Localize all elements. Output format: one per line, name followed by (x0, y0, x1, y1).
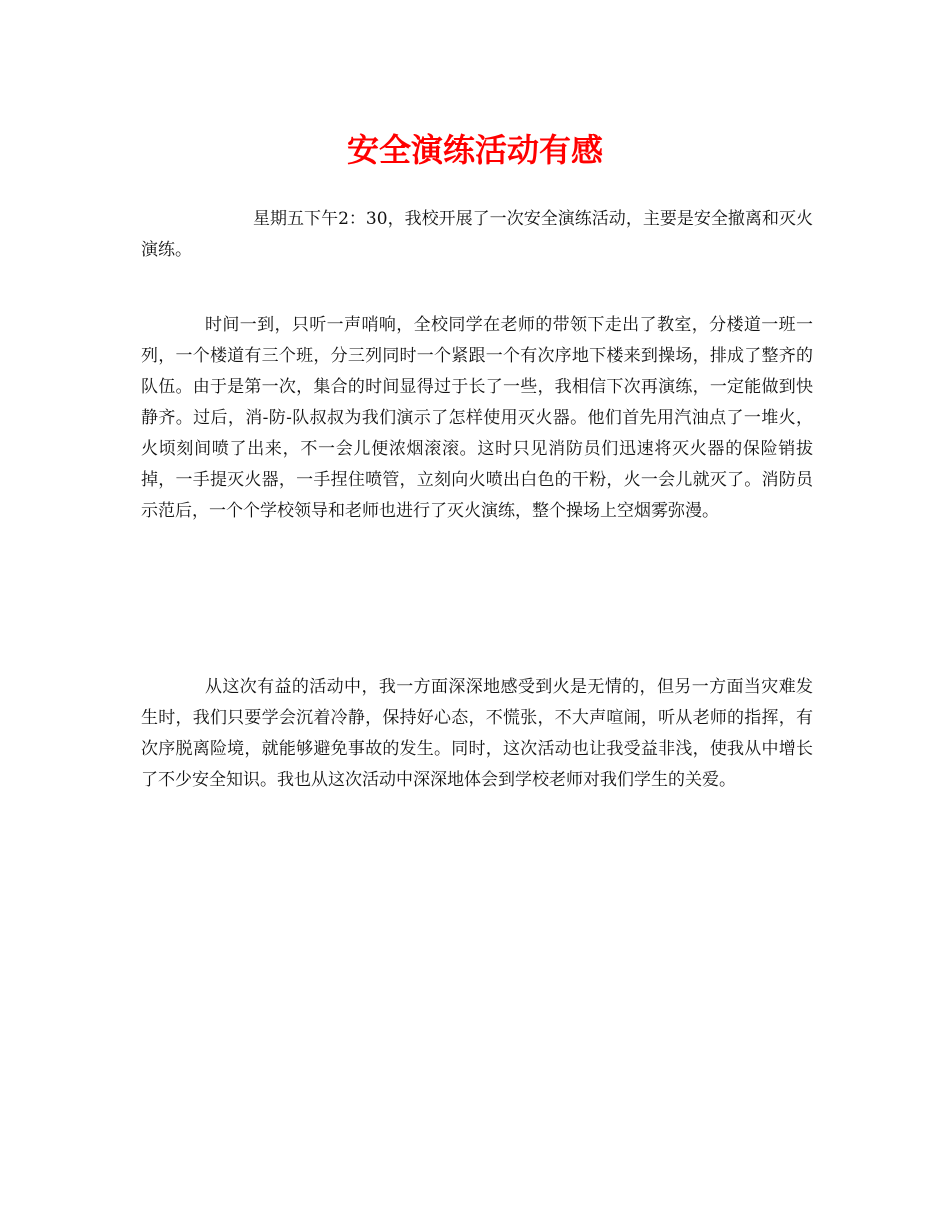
paragraph-3: 从这次有益的活动中，我一方面深深地感受到火是无情的，但另一方面当灾难发生时，我们只要学会沉着冷静，保持好心态，不慌张，不大声喧闹，听从老师的指挥，有次序脱离险境，就能够避免事故的发生。同时，这次活动也让我受益非浅，使我从中增长了不少安全知识。我也从这次活动中深深地体会到学校老师对我们学生的关爱。 (141, 677, 813, 790)
document-title: 安全演练活动有感 (346, 131, 603, 169)
paragraph-2: 时间一到，只听一声哨响，全校同学在老师的带领下走出了教室，分楼道一班一列，一个楼道有三个班，分三列同时一个紧跟一个有次序地下楼来到操场，排成了整齐的队伍。由于是第一次，集合的时间显得过于长了一些，我相信下次再演练，一定能做到快静齐。过后，消-防-队叔叔为我们演示了怎样使用灭火器。他们首先用汽油点了一堆火，火顷刻间喷了出来，不一会儿便浓烟滚滚。这时只见消防员们迅速将灭火器的保险销拔掉，一手提灭火器，一手捏住喷管，立刻向火喷出白色的干粉，火一会儿就灭了。消防员示范后，一个个学校领导和老师也进行了灭火演练，整个操场上空烟雾弥漫。 (141, 315, 813, 521)
paragraph-1: 星期五下午2：30，我校开展了一次安全演练活动，主要是安全撤离和灭火演练。 (141, 209, 813, 260)
